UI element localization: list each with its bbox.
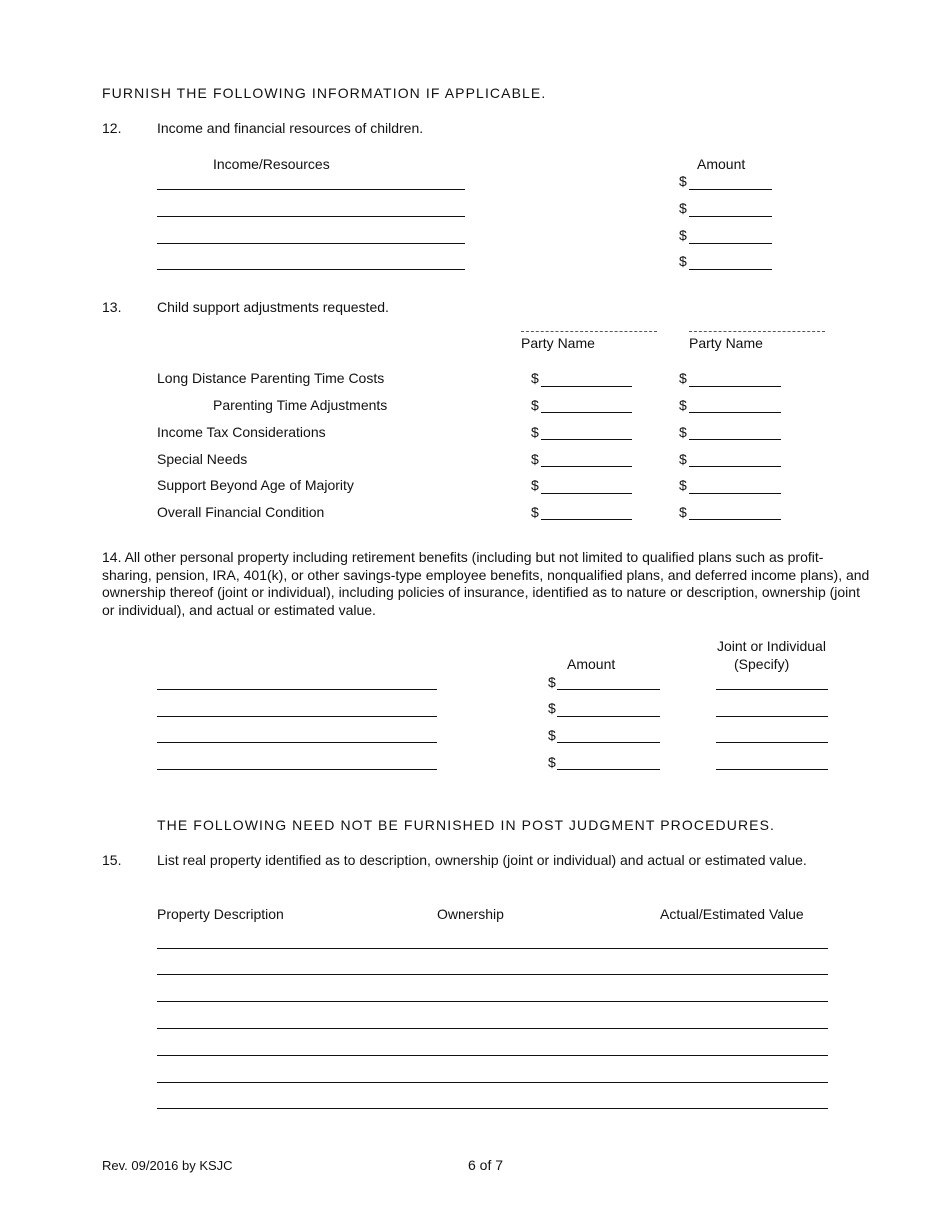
joint-individual-field[interactable] [716,742,828,743]
income-resource-field[interactable] [157,269,465,270]
real-property-field[interactable] [157,1028,828,1029]
property-amount-field[interactable] [557,742,660,743]
party1-amount-field[interactable] [541,466,632,467]
currency-symbol: $ [548,674,556,690]
joint-individual-field[interactable] [716,716,828,717]
party2-amount-field[interactable] [689,493,781,494]
party1-amount-field[interactable] [541,412,632,413]
party-name-label-2: Party Name [689,335,763,351]
party2-amount-field[interactable] [689,412,781,413]
party1-amount-field[interactable] [541,493,632,494]
currency-symbol: $ [679,397,687,413]
adjustment-label: Support Beyond Age of Majority [157,477,354,493]
adjustment-label: Overall Financial Condition [157,504,325,520]
property-description-field[interactable] [157,689,437,690]
party1-amount-field[interactable] [541,439,632,440]
real-property-field[interactable] [157,948,828,949]
party2-amount-field[interactable] [689,466,781,467]
estimated-value-header: Actual/Estimated Value [660,906,804,922]
section-12-title: Income and financial resources of children. [157,120,424,136]
section-15-number: 15. [102,852,122,868]
section-header: FURNISH THE FOLLOWING INFORMATION IF APPLICABLE. [102,85,547,101]
currency-symbol: $ [531,504,539,520]
joint-individual-header: Joint or Individual [717,638,826,654]
property-description-field[interactable] [157,769,437,770]
income-amount-field[interactable] [689,243,772,244]
income-amount-field[interactable] [689,216,772,217]
income-amount-field[interactable] [689,189,772,190]
currency-symbol: $ [679,504,687,520]
income-resource-field[interactable] [157,189,465,190]
real-property-field[interactable] [157,1108,828,1109]
page-number: 6 of 7 [468,1157,504,1173]
currency-symbol: $ [679,173,687,189]
party2-amount-field[interactable] [689,439,781,440]
currency-symbol: $ [531,397,539,413]
joint-individual-field[interactable] [716,769,828,770]
currency-symbol: $ [531,370,539,386]
real-property-field[interactable] [157,974,828,975]
adjustment-label: Long Distance Parenting Time Costs [157,370,385,386]
property-amount-field[interactable] [557,769,660,770]
joint-individual-field[interactable] [716,689,828,690]
revision-footer: Rev. 09/2016 by KSJC [102,1158,233,1173]
specify-header: (Specify) [734,656,790,672]
income-resource-field[interactable] [157,216,465,217]
currency-symbol: $ [531,477,539,493]
adjustment-label: Income Tax Considerations [157,424,326,440]
currency-symbol: $ [679,424,687,440]
adjustment-label: Special Needs [157,451,248,467]
post-judgment-notice: THE FOLLOWING NEED NOT BE FURNISHED IN POST JUDGMENT PROCEDURES. [157,817,776,833]
party1-amount-field[interactable] [541,386,632,387]
property-amount-field[interactable] [557,689,660,690]
currency-symbol: $ [679,451,687,467]
party1-amount-field[interactable] [541,519,632,520]
adjustment-label: Parenting Time Adjustments [213,397,388,413]
real-property-field[interactable] [157,1001,828,1002]
section-14-text: 14. All other personal property including retirement benefits (including but not limited to qualified plans such as profit-sharing, pension, IRA, 401(k), or other savings-type employee benefits, nonqualified plans, and deferred income plans), and ownership thereof (joint or individual), including policies of insurance, identified as to nature or description, ownership (joint or individual), and actual or estimated value. [102,549,870,618]
property-amount-field[interactable] [557,716,660,717]
income-amount-field[interactable] [689,269,772,270]
party-name-field-2[interactable] [689,331,825,332]
party2-amount-field[interactable] [689,386,781,387]
section-13-title: Child support adjustments requested. [157,299,389,315]
currency-symbol: $ [548,700,556,716]
party2-amount-field[interactable] [689,519,781,520]
amount-header: Amount [567,656,616,672]
real-property-field[interactable] [157,1055,828,1056]
currency-symbol: $ [679,227,687,243]
ownership-header: Ownership [437,906,504,922]
section-13-number: 13. [102,299,122,315]
real-property-field[interactable] [157,1082,828,1083]
currency-symbol: $ [531,424,539,440]
party-name-field-1[interactable] [521,331,657,332]
property-description-field[interactable] [157,742,437,743]
property-description-header: Property Description [157,906,284,922]
section-15-title: List real property identified as to description, ownership (joint or individual) and actual or estimated value. [157,852,807,868]
currency-symbol: $ [679,370,687,386]
currency-symbol: $ [548,727,556,743]
property-description-field[interactable] [157,716,437,717]
currency-symbol: $ [531,451,539,467]
income-resources-header: Income/Resources [213,156,330,172]
income-resource-field[interactable] [157,243,465,244]
currency-symbol: $ [679,477,687,493]
section-12-number: 12. [102,120,122,136]
party-name-label-1: Party Name [521,335,595,351]
currency-symbol: $ [679,200,687,216]
currency-symbol: $ [679,253,687,269]
currency-symbol: $ [548,754,556,770]
amount-header: Amount [697,156,746,172]
